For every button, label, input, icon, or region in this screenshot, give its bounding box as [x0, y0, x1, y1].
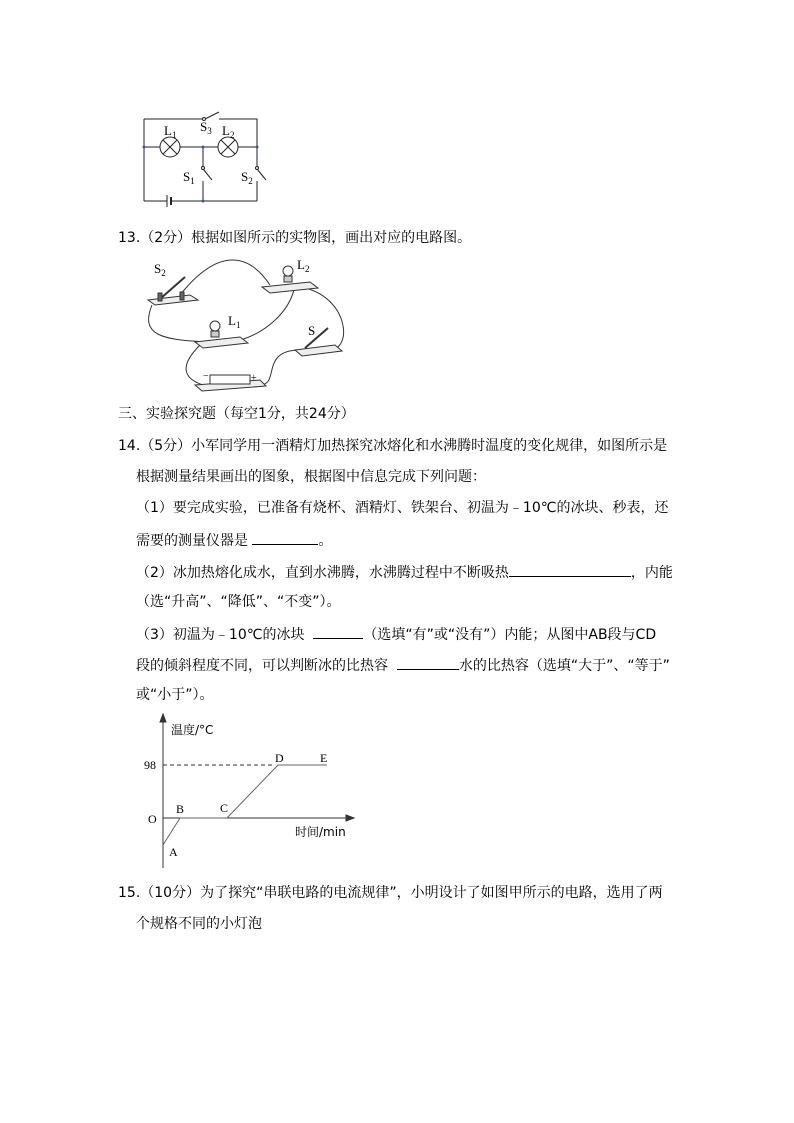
label-l2: $L_2$ [222, 123, 235, 140]
physical-circuit-q13 [140, 255, 350, 395]
label-s3: $S_3$ [200, 119, 212, 136]
label-l1: $L_1$ [164, 123, 177, 140]
y-axis-label: 温度/°C [171, 723, 214, 737]
circuit-diagram-q12 [140, 105, 280, 205]
question-14-part-2-line-2: （选“升高”、“降低”、“不变”）。 [136, 594, 341, 610]
point-label-c: C [220, 801, 229, 815]
y-tick-98: 98 [144, 758, 156, 772]
question-14-part-3-line-2: 段的倾斜程度不同，可以判断冰的比热容 水的比热容（选填“大于”、“等于” [136, 655, 670, 675]
origin-label: O [148, 812, 157, 826]
question-14-part-3-line-3: 或“小于”）。 [136, 687, 214, 703]
answer-blank-3[interactable] [313, 624, 363, 639]
question-14-part-1-line-2: 需要的测量仪器是 。 [136, 530, 332, 550]
label-s2: $S_2$ [241, 169, 253, 186]
label-s2: $S_2$ [154, 261, 166, 278]
x-axis-label: 时间/min [295, 825, 346, 839]
question-13-text: 13.（2分）根据如图所示的实物图，画出对应的电路图。 [118, 230, 472, 246]
label-plus: + [251, 373, 257, 384]
question-15-line-1: 15.（10分）为了探究“串联电路的电流规律”，小明设计了如图甲所示的电路，选用了两 [118, 885, 663, 901]
point-label-a: A [169, 845, 178, 859]
question-14-part-2-line-1: （2）冰加热熔化成水，直到水沸腾，水沸腾过程中不断吸热 ，内能 [136, 562, 673, 582]
point-label-e: E [320, 751, 328, 765]
question-14-part-3-line-1: （3）初温为﹣10℃的冰块 （选填“有”或“没有”）内能；从图中AB段与CD [136, 624, 656, 644]
question-14-line-2: 根据测量结果画出的图象，根据图中信息完成下列问题： [136, 469, 486, 485]
point-label-b: B [176, 802, 185, 816]
question-14-line-1: 14.（5分）小军同学用一酒精灯加热探究冰熔化和水沸腾时温度的变化规律，如图所示是 [118, 438, 668, 454]
question-14-part-1-line-1: （1）要完成实验，已准备有烧杯、酒精灯、铁架台、初温为﹣10℃的冰块、秒表，还 [136, 500, 669, 516]
answer-blank-1[interactable] [252, 530, 318, 545]
label-s1: $S_1$ [183, 169, 195, 186]
temperature-time-chart [140, 712, 360, 872]
answer-blank-4[interactable] [397, 655, 459, 670]
point-label-d: D [275, 751, 284, 765]
answer-blank-2[interactable] [509, 562, 631, 577]
label-l1: $L_1$ [228, 313, 241, 330]
section-3-title: 三、实验探究题（每空1分，共24分） [118, 406, 355, 422]
question-15-line-2: 个规格不同的小灯泡 [136, 916, 262, 932]
label-s: S [308, 323, 316, 338]
label-minus: − [203, 371, 209, 382]
label-l2: $L_2$ [297, 257, 310, 274]
